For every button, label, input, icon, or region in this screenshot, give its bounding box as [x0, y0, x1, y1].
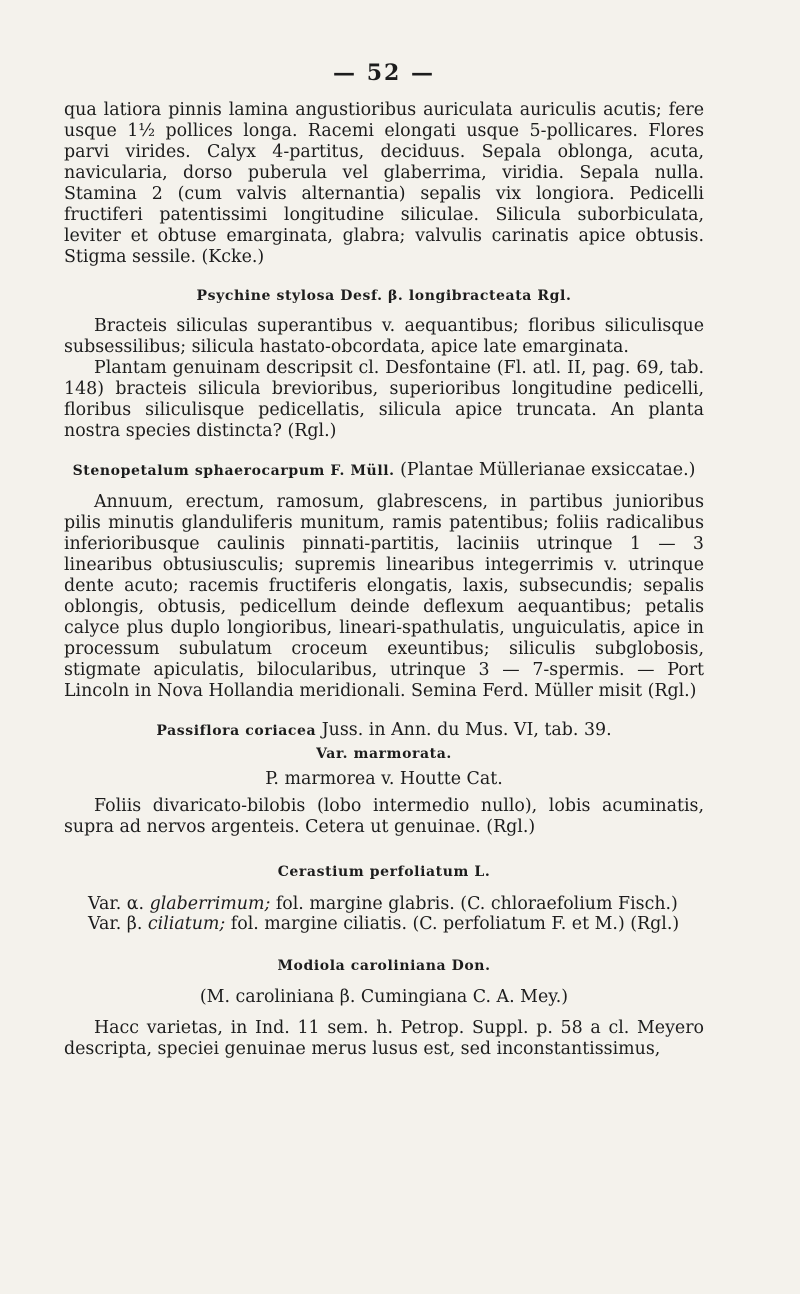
modiola-synonym: (M. caroliniana β. Cumingiana C. A. Mey.)	[199, 987, 569, 1007]
stenopetalum-paragraph: Annuum, erectum, ramosum, glabrescens, in partibus junioribus pilis minutis glanduliferis munitum, ramis patentibus; foliis radicalibus inferioribusque caulinis pinnati-partitis, laciniis utrinque 1 — 3 linearibus obtusiusculis; supremis linearibus integerrimis v. utrinque dente acuto; racemis fructiferis elongatis, laxis, subsecundis; sepalis oblongis, obtusis, pedicellum deinde deflexum aequantibus; petalis calyce plus duplo longioribus, lineari-spathulatis, unguiculatis, apice in processum subulatum croceum exeuntibus; siliculis subglobosis, stigmate apiculatis, bilocularibus, utrinque 3 — 7-spermis. — Port Lincoln in Nova Hollandia meridionali. Semina Ferd. Müller misit (Rgl.)	[64, 492, 704, 701]
stenopetalum-source: (Plantae Müllerianae exsiccatae.)	[400, 460, 696, 480]
stenopetalum-name: Stenopetalum sphaerocarpum F. Müll.	[72, 463, 395, 479]
passiflora-paragraph: Foliis divaricato-bilobis (lobo intermedio nullo), lobis acuminatis, supra ad nervos argenteis. Cetera ut genuinae. (Rgl.)	[64, 796, 704, 837]
variety-beta-description: fol. margine ciliatis. (C. perfoliatum F. et M.) (Rgl.)	[230, 914, 680, 934]
passiflora-variety-heading: Var. marmorata.	[316, 746, 452, 762]
psychine-heading: Psychine stylosa Desf. β. longibracteata Rgl.	[196, 288, 572, 304]
stenopetalum-heading	[64, 460, 704, 480]
page	[64, 60, 704, 1060]
variety-alpha-label: Var. α.	[88, 894, 145, 914]
page-number: — 52 —	[333, 60, 435, 86]
passiflora-heading	[64, 720, 704, 740]
passiflora-reference: Juss. in Ann. du Mus. VI, tab. 39.	[321, 720, 612, 740]
passiflora-synonym: P. marmorea v. Houtte Cat.	[265, 769, 503, 789]
psychine-paragraph-1: Bracteis siliculas superantibus v. aequantibus; floribus siliculisque subsessilibus; silicula hastato-obcordata, apice late emarginata.	[64, 316, 704, 357]
variety-alpha-description: fol. margine glabris. (C. chloraefolium Fisch.)	[275, 894, 678, 914]
modiola-heading: Modiola caroliniana Don.	[277, 958, 491, 974]
variety-beta-label: Var. β.	[88, 914, 143, 934]
modiola-paragraph: Hacc varietas, in Ind. 11 sem. h. Petrop. Suppl. p. 58 a cl. Meyero descripta, speciei genuinae merus lusus est, sed inconstantissimus,	[64, 1018, 704, 1059]
variety-alpha-name: glaberrimum;	[149, 894, 271, 914]
cerastium-variety-alpha	[64, 894, 704, 914]
psychine-paragraph-2: Plantam genuinam descripsit cl. Desfontaine (Fl. atl. II, pag. 69, tab. 148) bracteis silicula brevioribus, superioribus longitudine pedicelli, floribus siliculisque pedicellatis, silicula apice truncata. An planta nostra species distincta? (Rgl.)	[64, 358, 704, 441]
cerastium-heading: Cerastium perfoliatum L.	[277, 864, 491, 880]
cerastium-variety-beta	[64, 914, 704, 934]
variety-beta-name: ciliatum;	[147, 914, 226, 934]
intro-paragraph: qua latiora pinnis lamina angustioribus auriculata auriculis acutis; fere usque 1½ pollices longa. Racemi elongati usque 5-pollicares. Flores parvi virides. Calyx 4-partitus, deciduus. Sepala oblonga, acuta, navicularia, dorso puberula vel glaberrima, viridia. Sepala nulla. Stamina 2 (cum valvis alternantia) sepalis vix longiora. Pedicelli fructiferi patentissimi longitudine siliculae. Silicula suborbiculata, leviter et obtuse emarginata, glabra; valvulis carinatis apice obtusis. Stigma sessile. (Kcke.)	[64, 100, 704, 267]
passiflora-name: Passiflora coriacea	[156, 723, 317, 739]
